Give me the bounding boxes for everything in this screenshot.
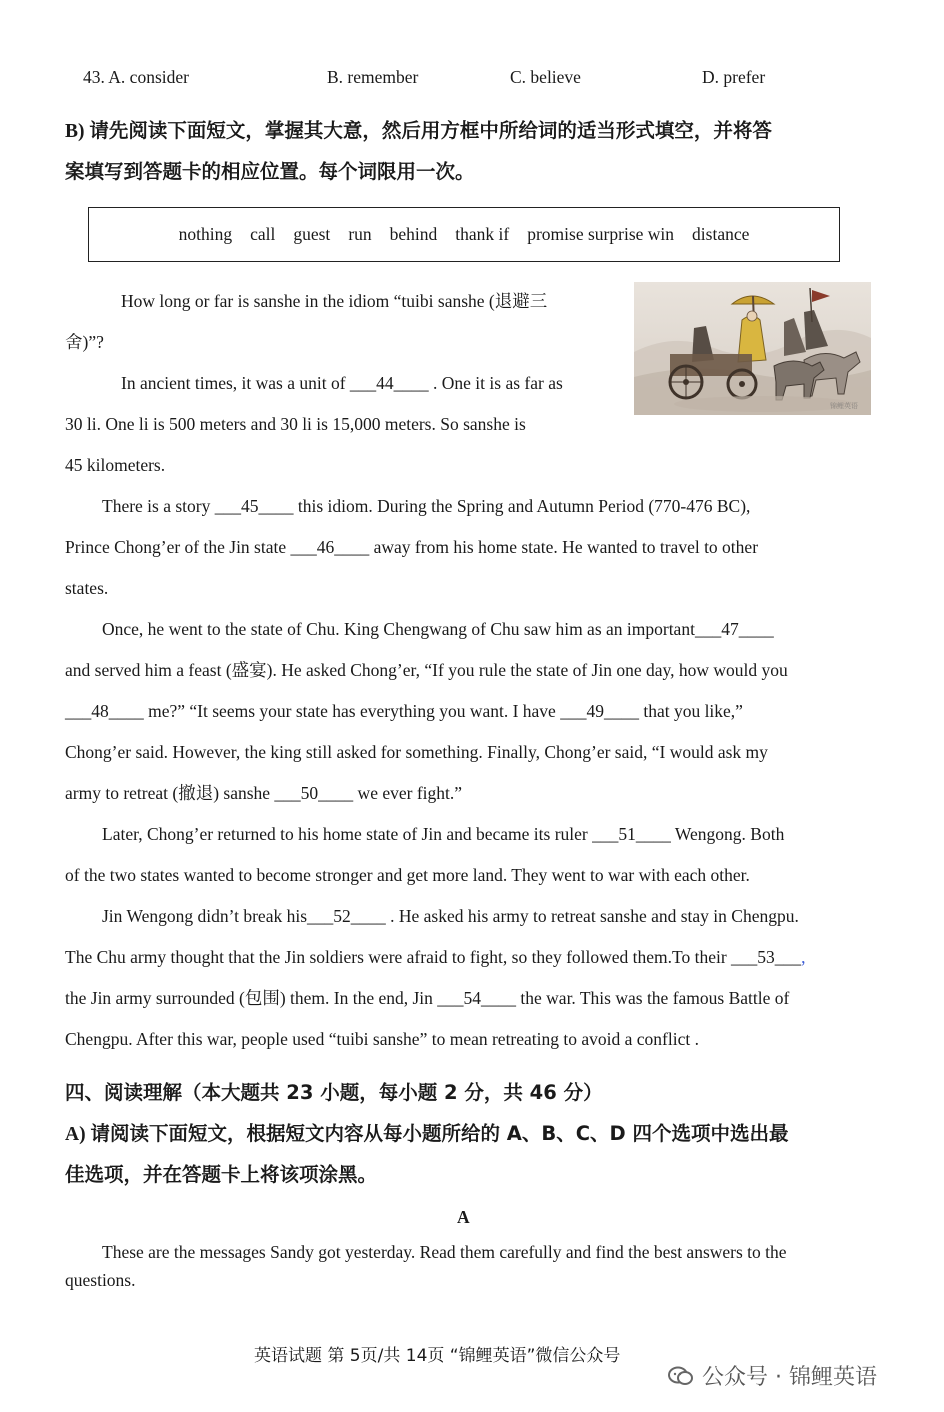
passage-line-19: Chengpu. After this war, people used “tuibi sanshe” to mean retreating to avoid a conflict . <box>65 1029 699 1049</box>
q43-option-a: 43. A. consider <box>83 67 189 87</box>
passage-line-6: There is a story ___45____ this idiom. During the Spring and Autumn Period (770-476 BC), <box>102 496 751 516</box>
passage-line-16: Jin Wengong didn’t break his___52____ . He asked his army to retreat sanshe and stay in Chengpu. <box>102 906 799 926</box>
passage-line-10: and served him a feast (盛宴). He asked Chong’er, “If you rule the state of Jin one day, how would you <box>65 660 788 680</box>
word-bank-item: behind <box>389 224 438 244</box>
chariot-illustration <box>634 282 871 415</box>
q43-option-d: D. prefer <box>702 67 766 87</box>
part-a-heading: A <box>457 1207 470 1227</box>
word-bank-item: thank if <box>455 224 510 244</box>
section-b-instruction-line2: 案填写到答题卡的相应位置。每个词限用一次。 <box>65 160 475 183</box>
wechat-icon <box>668 1365 694 1387</box>
word-bank-box <box>88 207 840 262</box>
q43-option-c: C. believe <box>510 67 581 87</box>
word-bank-item: promise surprise win <box>527 224 675 244</box>
q43-option-b: B. remember <box>327 67 419 87</box>
section-b-label: B) <box>65 121 85 142</box>
section-4a-instruction-text: 请阅读下面短文，根据短文内容从每小题所给的 A、B、C、D 四个选项中选出最 <box>90 1122 789 1145</box>
passage-line-14: Later, Chong’er returned to his home state of Jin and became its ruler ___51____ Wengong. Both <box>102 824 785 844</box>
passage-line-18: the Jin army surrounded (包围) them. In the end, Jin ___54____ the war. This was the famous Battle of <box>65 988 790 1008</box>
passage-line-4: 30 li. One li is 500 meters and 30 li is 15,000 meters. So sanshe is <box>65 414 526 434</box>
passage-line-15: of the two states wanted to become stronger and get more land. They went to war with each other. <box>65 865 750 885</box>
passage-line-3: In ancient times, it was a unit of ___44____ . One it is as far as <box>121 373 563 393</box>
wechat-label: 公众号 · 锦鲤英语 <box>702 1365 877 1390</box>
image-watermark: 锦鲤英语 <box>830 402 858 410</box>
section-4a-instruction-line1 <box>65 1121 788 1148</box>
passage-text: The Chu army thought that the Jin soldiers were afraid to fight, so they followed them.To their ___53___ <box>65 947 802 967</box>
word-bank-item: distance <box>692 224 750 244</box>
part-a-intro-line2: questions. <box>65 1270 136 1290</box>
section-4a-label: A) <box>65 1124 86 1145</box>
part-a-intro-line1: These are the messages Sandy got yesterday. Read them carefully and find the best answers to the <box>102 1242 787 1262</box>
passage-line-13: army to retreat (撤退) sanshe ___50____ we ever fight.” <box>65 783 463 803</box>
section-b-instruction-text: 请先阅读下面短文，掌握其大意，然后用方框中所给词的适当形式填空，并将答 <box>89 119 772 142</box>
word-bank-item: guest <box>293 224 331 244</box>
page-footer: 英语试题 第 5页/共 14页 “锦鲤英语”微信公众号 <box>254 1346 621 1366</box>
section-4a-instruction-line2: 佳选项，并在答题卡上将该项涂黑。 <box>65 1163 378 1186</box>
passage-text: How long or far is sanshe in the idiom “tuibi sanshe (退避三 <box>121 291 548 311</box>
passage-line-11: ___48____ me?” “It seems your state has everything you want. I have ___49____ that you like,” <box>65 701 743 721</box>
passage-line-7: Prince Chong’er of the Jin state ___46____ away from his home state. He wanted to travel to other <box>65 537 759 557</box>
word-bank-item: nothing <box>178 224 233 244</box>
passage-line-9: Once, he went to the state of Chu. King Chengwang of Chu saw him as an important___47____ <box>102 619 774 639</box>
passage-line-1 <box>121 289 547 313</box>
passage-line-17 <box>65 945 805 969</box>
blue-comma: , <box>801 947 806 967</box>
section-4-title: 四、阅读理解（本大题共 23 小题，每小题 2 分，共 46 分） <box>65 1081 603 1104</box>
passage-line-2: 舍)”? <box>65 332 104 352</box>
passage-line-12: Chong’er said. However, the king still asked for something. Finally, Chong’er said, “I would ask my <box>65 742 768 762</box>
section-b-instruction-line1 <box>65 118 772 145</box>
wechat-watermark <box>668 1360 877 1391</box>
passage-line-8: states. <box>65 578 109 598</box>
chariot-painting-image <box>634 282 871 415</box>
word-bank-item: call <box>250 224 276 244</box>
passage-line-5: 45 kilometers. <box>65 455 166 475</box>
word-bank-item: run <box>348 224 372 244</box>
